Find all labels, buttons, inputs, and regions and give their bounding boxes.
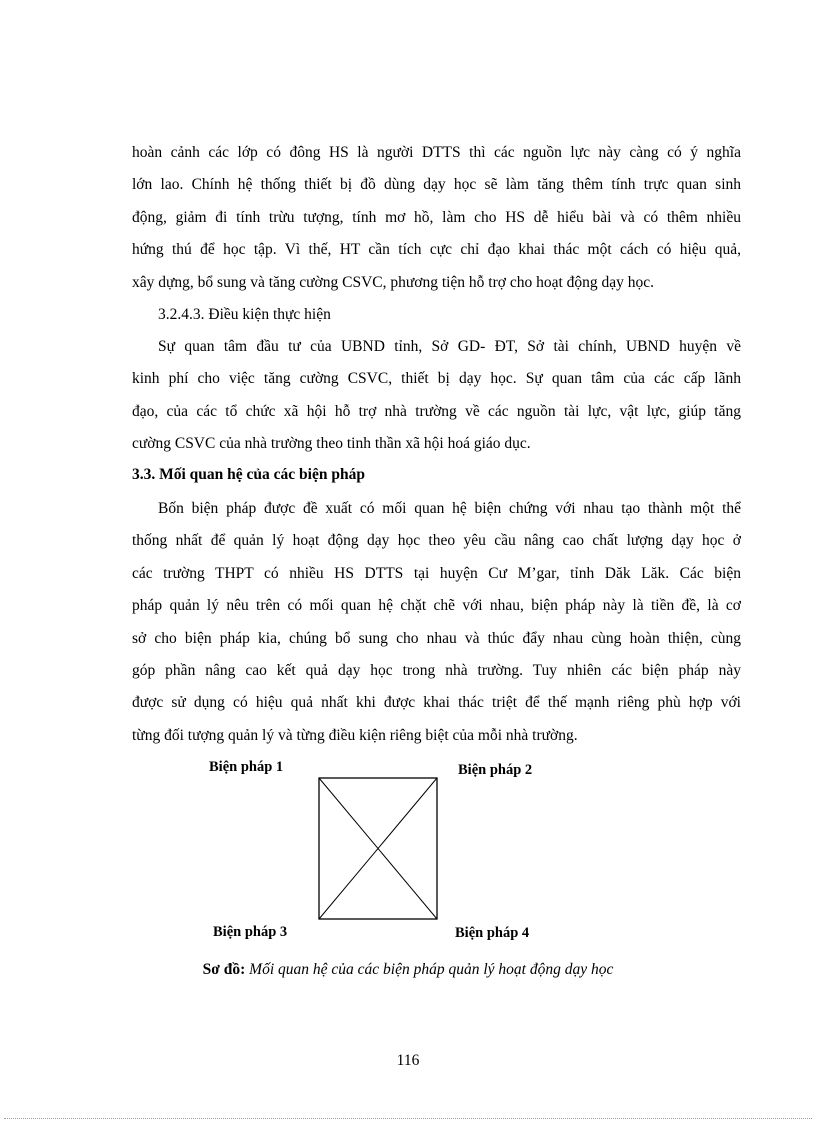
paragraph-3-line: góp phần nâng cao kết quả dạy học trong nhà trường. Tuy nhiên các biện pháp này — [132, 661, 741, 679]
paragraph-2-line: đạo, của các tổ chức xã hội hỗ trợ nhà trường về các nguồn tài lực, vật lực, giúp tăng — [132, 402, 741, 420]
paragraph-2-line: Sự quan tâm đầu tư của UBND tỉnh, Sở GD- ĐT, Sở tài chính, UBND huyện về — [158, 338, 741, 355]
page-number: 116 — [396, 1052, 420, 1069]
paragraph-2-line: cường CSVC của nhà trường theo tinh thần xã hội hoá giáo dục. — [132, 435, 531, 453]
paragraph-2 — [132, 331, 741, 461]
page-bottom-border — [4, 1118, 812, 1119]
paragraph-3-line: các trường THPT có nhiều HS DTTS tại huyện Cư M’gar, tỉnh Dăk Lăk. Các biện — [132, 564, 741, 582]
diagram-label-bien-phap-3: Biện pháp 3 — [213, 924, 288, 940]
caption-prefix: Sơ đồ: — [202, 961, 246, 978]
paragraph-3 — [132, 493, 741, 752]
section-heading: 3.3. Mối quan hệ của các biện pháp — [132, 466, 365, 483]
paragraph-1-line: xây dựng, bổ sung và tăng cường CSVC, phương tiện hỗ trợ cho hoạt động dạy học. — [132, 273, 655, 291]
subsection-title-block — [132, 299, 741, 331]
paragraph-1-line: hứng thú để học tập. Vì thế, HT cần tích cực chỉ đạo khai thác một cách có hiệu quả, — [132, 241, 741, 259]
caption-text: Mối quan hệ của các biện pháp quản lý hoạt động dạy học — [245, 961, 614, 978]
diagram-caption — [0, 961, 816, 979]
paragraph-1 — [132, 137, 741, 299]
subsection-title: 3.2.4.3. Điều kiện thực hiện — [158, 306, 331, 323]
paragraph-1-line: lớn lao. Chính hệ thống thiết bị đồ dùng dạy học sẽ làm tăng thêm tính trực quan sinh — [132, 176, 741, 194]
relationship-diagram — [318, 777, 440, 922]
paragraph-3-line: sở cho biện pháp kia, chúng bổ sung cho nhau và thúc đẩy nhau cùng hoàn thiện, cùng — [132, 629, 741, 647]
paragraph-3-line: thống nhất để quản lý hoạt động dạy học theo yêu cầu nâng cao chất lượng dạy học ở — [132, 532, 741, 550]
diagram-label-bien-phap-1: Biện pháp 1 — [209, 759, 284, 775]
diagram-label-bien-phap-4: Biện pháp 4 — [455, 925, 530, 941]
diagram-label-bien-phap-2: Biện pháp 2 — [458, 762, 533, 778]
paragraph-3-line: từng đối tượng quản lý và từng điều kiện riêng biệt của mỗi nhà trường. — [132, 726, 578, 744]
paragraph-2-line: kinh phí cho việc tăng cường CSVC, thiết bị dạy học. Sự quan tâm của các cấp lãnh — [132, 370, 741, 388]
paragraph-3-line: Bốn biện pháp được đề xuất có mối quan hệ biện chứng với nhau tạo thành một thể — [158, 500, 741, 517]
paragraph-1-line: hoàn cảnh các lớp có đông HS là người DTTS thì các nguồn lực này càng có ý nghĩa — [132, 144, 741, 161]
paragraph-3-line: được sử dụng có hiệu quả nhất khi được khai thác triệt để thế mạnh riêng phù hợp với — [132, 694, 741, 712]
paragraph-3-line: pháp quản lý nêu trên có mối quan hệ chặt chẽ với nhau, biện pháp này là tiền đề, là cơ — [132, 597, 741, 615]
paragraph-1-line: động, giảm đi tính trừu tượng, tính mơ hồ, làm cho HS dễ hiểu bài và có thêm nhiều — [132, 208, 741, 226]
